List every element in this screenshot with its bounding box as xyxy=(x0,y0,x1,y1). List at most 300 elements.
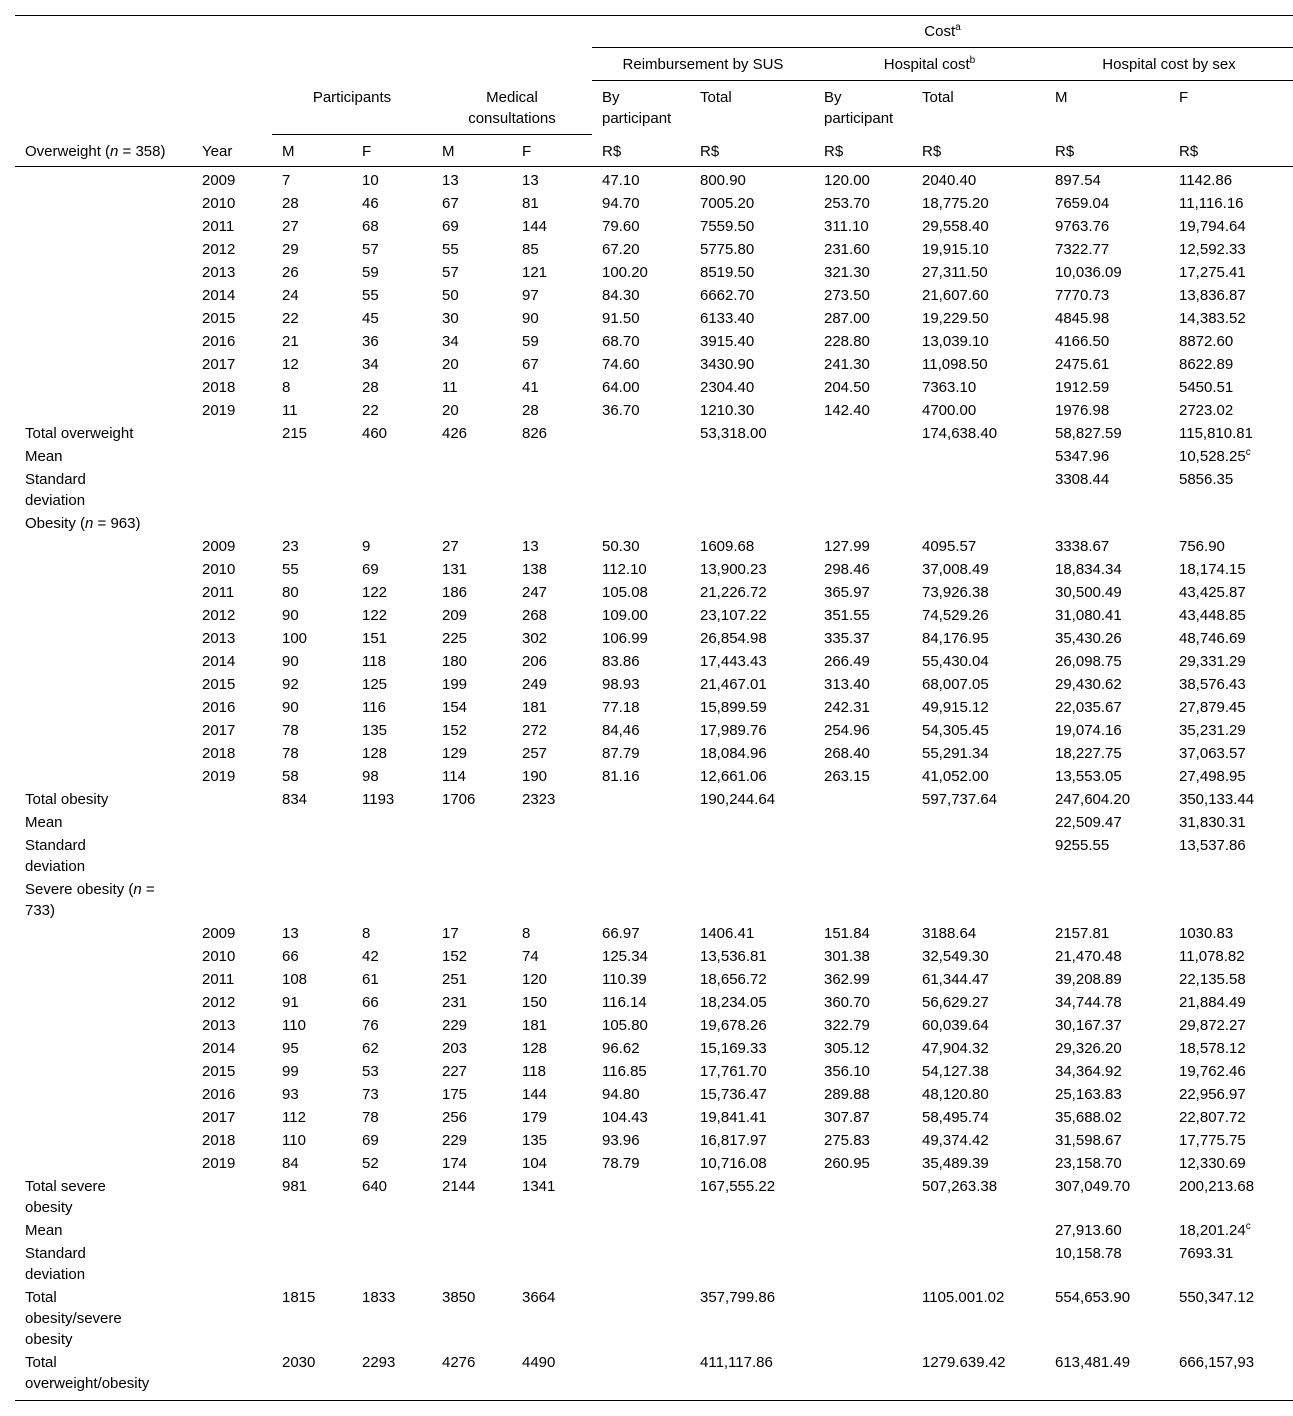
overweight-row-2013-cell: 121 xyxy=(522,264,548,281)
obesity-row-2013-cell: 106.99 xyxy=(602,630,648,647)
severe-row-2013-cell: 322.79 xyxy=(824,1017,870,1034)
currency-header-4: R$ xyxy=(922,143,942,160)
severe-row-2014-cell: 15,169.33 xyxy=(700,1040,767,1057)
total-obesity-cell: 597,737.64 xyxy=(922,791,998,808)
obesity-row-2009-cell: 127.99 xyxy=(824,538,870,555)
severe-row-2013-cell: 229 xyxy=(442,1017,468,1034)
severe-row-2013-cell: 181 xyxy=(522,1017,548,1034)
severe-row-2016-cell: 144 xyxy=(522,1086,548,1103)
obesity-row-2016-cell: 2016 xyxy=(202,699,236,716)
overweight-row-2016-cell: 228.80 xyxy=(824,333,870,350)
overweight-row-2016-cell: 36 xyxy=(362,333,379,350)
overweight-row-2011-cell: 144 xyxy=(522,218,548,235)
severe-row-2018-cell: 17,775.75 xyxy=(1179,1132,1246,1149)
obesity-row-2012-cell: 268 xyxy=(522,607,548,624)
overweight-row-2010-cell: 2010 xyxy=(202,195,236,212)
severe-row-2009-cell: 8 xyxy=(522,925,531,942)
obesity-row-2017-cell: 135 xyxy=(362,722,388,739)
severe-row-2010-cell: 66 xyxy=(282,948,299,965)
total-severe-cell: 2144 xyxy=(442,1178,476,1195)
overweight-row-2013-cell: 57 xyxy=(442,264,459,281)
overweight-row-2012-cell: 67.20 xyxy=(602,241,640,258)
overweight-row-2012-cell: 12,592.33 xyxy=(1179,241,1246,258)
overweight-row-2012-cell: 7322.77 xyxy=(1055,241,1110,258)
severe-row-2012-cell: 21,884.49 xyxy=(1179,994,1246,1011)
overweight-row-2019-cell: 2723.02 xyxy=(1179,402,1234,419)
overweight-row-2016-cell: 34 xyxy=(442,333,459,350)
total-overweight-obesity-cell: 613,481.49 xyxy=(1055,1354,1131,1371)
severe-row-2009-cell: 1030.83 xyxy=(1179,925,1234,942)
overweight-row-2011-cell: 2011 xyxy=(202,218,235,235)
overweight-sd-m: 3308.44 xyxy=(1055,471,1110,488)
obesity-row-2009-cell: 1609.68 xyxy=(700,538,755,555)
obesity-row-2012-cell: 2012 xyxy=(202,607,236,624)
overweight-row-2011-cell: 79.60 xyxy=(602,218,640,235)
total-overweight-obesity-cell: 2293 xyxy=(362,1354,396,1371)
severe-row-2019-cell: 35,489.39 xyxy=(922,1155,989,1172)
obesity-row-2014-cell: 29,331.29 xyxy=(1179,653,1246,670)
overweight-row-2014-cell: 84.30 xyxy=(602,287,640,304)
severe-group-label-1: Severe obesity (n = xyxy=(25,881,155,898)
overweight-row-2015-cell: 19,229.50 xyxy=(922,310,989,327)
obesity-row-2011-cell: 21,226.72 xyxy=(700,584,767,601)
obesity-row-2015-cell: 313.40 xyxy=(824,676,870,693)
obesity-row-2012-cell: 43,448.85 xyxy=(1179,607,1246,624)
obesity-row-2016-cell: 15,899.59 xyxy=(700,699,767,716)
overweight-row-2019-cell: 22 xyxy=(362,402,379,419)
participants-m-header: M xyxy=(282,143,295,160)
medical-consultations-header-2: consultations xyxy=(468,110,556,127)
severe-row-2015-cell: 116.85 xyxy=(602,1063,647,1080)
severe-row-2009-cell: 1406.41 xyxy=(700,925,755,942)
obesity-row-2019-cell: 98 xyxy=(362,768,379,785)
total-severe-cell: 981 xyxy=(282,1178,308,1195)
hosp-total-header: Total xyxy=(922,89,954,106)
severe-row-2016-cell: 289.88 xyxy=(824,1086,870,1103)
medical-consultations-header-1: Medical xyxy=(486,89,538,106)
total-obesity-severe-label-1: Total xyxy=(25,1289,57,1306)
overweight-row-2011-cell: 311.10 xyxy=(824,218,869,235)
severe-row-2012-cell: 116.14 xyxy=(602,994,647,1011)
overweight-row-2012-cell: 85 xyxy=(522,241,539,258)
severe-mean-label: Mean xyxy=(25,1222,63,1239)
obesity-row-2018-cell: 129 xyxy=(442,745,468,762)
currency-header-6: R$ xyxy=(1179,143,1199,160)
severe-row-2009-cell: 3188.64 xyxy=(922,925,977,942)
severe-row-2016-cell: 2016 xyxy=(202,1086,236,1103)
overweight-row-2019-cell: 11 xyxy=(282,402,298,419)
total-obesity-cell: 2323 xyxy=(522,791,556,808)
obesity-row-2017-cell: 152 xyxy=(442,722,468,739)
severe-sd-label-1: Standard xyxy=(25,1245,86,1262)
overweight-row-2014-cell: 2014 xyxy=(202,287,236,304)
obesity-row-2010-cell: 112.10 xyxy=(602,561,647,578)
severe-row-2019-cell: 260.95 xyxy=(824,1155,870,1172)
severe-row-2011-cell: 61 xyxy=(362,971,379,988)
total-obesity-cell: 834 xyxy=(282,791,308,808)
obesity-row-2019-cell: 81.16 xyxy=(602,768,640,785)
overweight-row-2015-cell: 2015 xyxy=(202,310,236,327)
overweight-row-2012-cell: 57 xyxy=(362,241,379,258)
sex-f-header: F xyxy=(1179,89,1189,106)
severe-row-2014-cell: 18,578.12 xyxy=(1179,1040,1246,1057)
overweight-row-2019-cell: 4700.00 xyxy=(922,402,977,419)
total-overweight-obesity-cell: 666,157,93 xyxy=(1179,1354,1255,1371)
obesity-row-2016-cell: 77.18 xyxy=(602,699,640,716)
overweight-row-2012-cell: 19,915.10 xyxy=(922,241,989,258)
overweight-row-2019-cell: 142.40 xyxy=(824,402,870,419)
severe-row-2015-cell: 356.10 xyxy=(824,1063,870,1080)
severe-row-2011-cell: 120 xyxy=(522,971,548,988)
overweight-row-2011-cell: 7559.50 xyxy=(700,218,755,235)
severe-row-2013-cell: 2013 xyxy=(202,1017,236,1034)
severe-row-2018-cell: 135 xyxy=(522,1132,548,1149)
overweight-row-2014-cell: 24 xyxy=(282,287,299,304)
overweight-row-2018-cell: 41 xyxy=(522,379,539,396)
severe-row-2009-cell: 66.97 xyxy=(602,925,640,942)
overweight-row-2019-cell: 36.70 xyxy=(602,402,640,419)
overweight-row-2018-cell: 64.00 xyxy=(602,379,640,396)
obesity-row-2013-cell: 48,746.69 xyxy=(1179,630,1246,647)
total-severe-label-1: Total severe xyxy=(25,1178,106,1195)
overweight-row-2015-cell: 4845.98 xyxy=(1055,310,1110,327)
severe-row-2017-cell: 19,841.41 xyxy=(700,1109,767,1126)
overweight-row-2016-cell: 68.70 xyxy=(602,333,640,350)
hospital-cost-by-sex-header: Hospital cost by sex xyxy=(1102,56,1236,73)
sex-m-header: M xyxy=(1055,89,1068,106)
obesity-row-2010-cell: 18,834.34 xyxy=(1055,561,1122,578)
total-overweight-obesity-cell: 4276 xyxy=(442,1354,476,1371)
severe-row-2011-cell: 22,135.58 xyxy=(1179,971,1246,988)
severe-row-2010-cell: 42 xyxy=(362,948,379,965)
obesity-row-2011-cell: 186 xyxy=(442,584,468,601)
obesity-row-2017-cell: 17,989.76 xyxy=(700,722,767,739)
obesity-row-2010-cell: 69 xyxy=(362,561,379,578)
overweight-row-2009-cell: 47.10 xyxy=(602,172,640,189)
total-overweight-cell: 53,318.00 xyxy=(700,425,767,442)
severe-row-2012-cell: 34,744.78 xyxy=(1055,994,1122,1011)
overweight-row-2011-cell: 19,794.64 xyxy=(1179,218,1246,235)
obesity-row-2019-cell: 41,052.00 xyxy=(922,768,989,785)
severe-row-2010-cell: 32,549.30 xyxy=(922,948,989,965)
obesity-row-2014-cell: 83.86 xyxy=(602,653,640,670)
severe-row-2011-cell: 110.39 xyxy=(602,971,647,988)
severe-row-2014-cell: 203 xyxy=(442,1040,468,1057)
overweight-row-2017-cell: 12 xyxy=(282,356,299,373)
obesity-row-2009-cell: 13 xyxy=(522,538,539,555)
obesity-row-2011-cell: 80 xyxy=(282,584,299,601)
obesity-row-2009-cell: 9 xyxy=(362,538,371,555)
severe-row-2011-cell: 39,208.89 xyxy=(1055,971,1122,988)
severe-mean-m: 27,913.60 xyxy=(1055,1222,1122,1239)
total-obesity-label: Total obesity xyxy=(25,791,109,808)
overweight-row-2010-cell: 46 xyxy=(362,195,379,212)
overweight-row-2019-cell: 2019 xyxy=(202,402,236,419)
severe-row-2010-cell: 2010 xyxy=(202,948,236,965)
obesity-row-2011-cell: 43,425.87 xyxy=(1179,584,1246,601)
obesity-row-2013-cell: 335.37 xyxy=(824,630,870,647)
total-severe-cell: 507,263.38 xyxy=(922,1178,998,1195)
severe-row-2018-cell: 93.96 xyxy=(602,1132,640,1149)
overweight-row-2018-cell: 8 xyxy=(282,379,291,396)
severe-row-2016-cell: 48,120.80 xyxy=(922,1086,989,1103)
obesity-row-2013-cell: 26,854.98 xyxy=(700,630,767,647)
overweight-row-2016-cell: 8872.60 xyxy=(1179,333,1234,350)
severe-row-2018-cell: 16,817.97 xyxy=(700,1132,767,1149)
obesity-row-2018-cell: 55,291.34 xyxy=(922,745,989,762)
overweight-row-2013-cell: 26 xyxy=(282,264,299,281)
overweight-row-2016-cell: 2016 xyxy=(202,333,236,350)
total-overweight-cell: 215 xyxy=(282,425,308,442)
obesity-mean-f: 31,830.31 xyxy=(1179,814,1246,831)
obesity-row-2016-cell: 116 xyxy=(362,699,386,716)
overweight-row-2013-cell: 2013 xyxy=(202,264,236,281)
overweight-row-2010-cell: 11,116.16 xyxy=(1179,195,1244,212)
severe-row-2012-cell: 66 xyxy=(362,994,379,1011)
severe-row-2010-cell: 21,470.48 xyxy=(1055,948,1122,965)
total-obesity-cell: 247,604.20 xyxy=(1055,791,1131,808)
severe-row-2017-cell: 22,807.72 xyxy=(1179,1109,1246,1126)
overweight-row-2017-cell: 3430.90 xyxy=(700,356,755,373)
obesity-row-2017-cell: 78 xyxy=(282,722,299,739)
total-obesity-severe-cell: 3664 xyxy=(522,1289,556,1306)
overweight-row-2017-cell: 2475.61 xyxy=(1055,356,1110,373)
severe-row-2010-cell: 13,536.81 xyxy=(700,948,767,965)
overweight-row-2016-cell: 59 xyxy=(522,333,539,350)
obesity-row-2014-cell: 180 xyxy=(442,653,468,670)
overweight-row-2009-cell: 13 xyxy=(522,172,539,189)
obesity-row-2009-cell: 27 xyxy=(442,538,459,555)
overweight-row-2012-cell: 231.60 xyxy=(824,241,870,258)
currency-header-5: R$ xyxy=(1055,143,1075,160)
overweight-group-header: Overweight (n = 358) xyxy=(25,143,166,160)
severe-group-label-2: 733) xyxy=(25,902,56,919)
severe-row-2018-cell: 49,374.42 xyxy=(922,1132,989,1149)
severe-sd-label-2: deviation xyxy=(25,1266,86,1283)
severe-row-2009-cell: 17 xyxy=(442,925,459,942)
obesity-row-2015-cell: 249 xyxy=(522,676,548,693)
overweight-mean-f: 10,528.25$^c$ xyxy=(1179,447,1251,465)
severe-row-2012-cell: 231 xyxy=(442,994,468,1011)
obesity-row-2016-cell: 181 xyxy=(522,699,548,716)
total-obesity-severe-cell: 357,799.86 xyxy=(700,1289,776,1306)
obesity-row-2013-cell: 225 xyxy=(442,630,468,647)
overweight-row-2012-cell: 55 xyxy=(442,241,459,258)
total-overweight-cell: 426 xyxy=(442,425,468,442)
obesity-row-2013-cell: 302 xyxy=(522,630,548,647)
overweight-row-2012-cell: 2012 xyxy=(202,241,236,258)
overweight-row-2010-cell: 18,775.20 xyxy=(922,195,989,212)
severe-row-2012-cell: 2012 xyxy=(202,994,236,1011)
obesity-row-2012-cell: 74,529.26 xyxy=(922,607,989,624)
severe-row-2014-cell: 95 xyxy=(282,1040,299,1057)
obesity-row-2009-cell: 4095.57 xyxy=(922,538,977,555)
severe-row-2014-cell: 47,904.32 xyxy=(922,1040,989,1057)
severe-row-2009-cell: 8 xyxy=(362,925,371,942)
total-severe-label-2: obesity xyxy=(25,1199,73,1216)
obesity-row-2017-cell: 254.96 xyxy=(824,722,870,739)
obesity-row-2010-cell: 13,900.23 xyxy=(700,561,767,578)
obesity-row-2009-cell: 3338.67 xyxy=(1055,538,1110,555)
overweight-row-2010-cell: 94.70 xyxy=(602,195,640,212)
severe-row-2019-cell: 84 xyxy=(282,1155,299,1172)
obesity-row-2010-cell: 18,174.15 xyxy=(1179,561,1246,578)
overweight-row-2013-cell: 321.30 xyxy=(824,264,870,281)
severe-row-2013-cell: 19,678.26 xyxy=(700,1017,767,1034)
obesity-row-2012-cell: 23,107.22 xyxy=(700,607,767,624)
obesity-row-2010-cell: 2010 xyxy=(202,561,236,578)
overweight-sd-label-1: Standard xyxy=(25,471,86,488)
cost-header: Cost$^a$ xyxy=(924,22,961,40)
overweight-row-2010-cell: 7005.20 xyxy=(700,195,755,212)
overweight-row-2018-cell: 2018 xyxy=(202,379,236,396)
obesity-row-2011-cell: 73,926.38 xyxy=(922,584,989,601)
overweight-row-2013-cell: 59 xyxy=(362,264,379,281)
obesity-row-2015-cell: 29,430.62 xyxy=(1055,676,1122,693)
obesity-row-2012-cell: 351.55 xyxy=(824,607,870,624)
overweight-row-2015-cell: 30 xyxy=(442,310,459,327)
hospital-cost-header: Hospital cost$^b$ xyxy=(883,55,976,73)
obesity-row-2015-cell: 21,467.01 xyxy=(700,676,767,693)
severe-sd-m: 10,158.78 xyxy=(1055,1245,1122,1262)
obesity-row-2009-cell: 2009 xyxy=(202,538,236,555)
obesity-row-2015-cell: 98.93 xyxy=(602,676,640,693)
bottom-rule xyxy=(15,1400,1293,1401)
obesity-row-2016-cell: 90 xyxy=(282,699,299,716)
obesity-row-2010-cell: 55 xyxy=(282,561,299,578)
obesity-row-2014-cell: 206 xyxy=(522,653,548,670)
severe-row-2016-cell: 93 xyxy=(282,1086,299,1103)
overweight-row-2015-cell: 287.00 xyxy=(824,310,870,327)
severe-row-2016-cell: 94.80 xyxy=(602,1086,640,1103)
total-overweight-cell: 826 xyxy=(522,425,548,442)
overweight-row-2015-cell: 45 xyxy=(362,310,379,327)
total-obesity-severe-cell: 3850 xyxy=(442,1289,476,1306)
overweight-row-2009-cell: 2040.40 xyxy=(922,172,977,189)
overweight-row-2017-cell: 2017 xyxy=(202,356,236,373)
obesity-sd-f: 13,537.86 xyxy=(1179,837,1246,854)
participants-header: Participants xyxy=(312,89,392,106)
obesity-row-2009-cell: 756.90 xyxy=(1179,538,1225,555)
overweight-row-2013-cell: 17,275.41 xyxy=(1179,264,1246,281)
overweight-row-2011-cell: 68 xyxy=(362,218,379,235)
overweight-row-2014-cell: 7770.73 xyxy=(1055,287,1110,304)
total-obesity-severe-label-2: obesity/severe xyxy=(25,1310,122,1327)
severe-row-2009-cell: 2009 xyxy=(202,925,236,942)
by-participant-header-1: By xyxy=(602,89,620,106)
obesity-row-2011-cell: 2011 xyxy=(202,584,235,601)
total-obesity-severe-cell: 550,347.12 xyxy=(1179,1289,1255,1306)
overweight-row-2019-cell: 28 xyxy=(522,402,539,419)
total-severe-cell: 640 xyxy=(362,1178,388,1195)
severe-row-2013-cell: 29,872.27 xyxy=(1179,1017,1246,1034)
hosp-by-participant-header-2: participant xyxy=(824,110,894,127)
overweight-row-2009-cell: 1142.86 xyxy=(1179,172,1233,189)
overweight-row-2014-cell: 50 xyxy=(442,287,459,304)
severe-row-2011-cell: 61,344.47 xyxy=(922,971,989,988)
total-overweight-cell: 115,810.81 xyxy=(1179,425,1253,442)
obesity-row-2018-cell: 18,084.96 xyxy=(700,745,767,762)
overweight-mean-label: Mean xyxy=(25,448,63,465)
overweight-row-2009-cell: 7 xyxy=(282,172,291,189)
severe-row-2016-cell: 25,163.83 xyxy=(1055,1086,1122,1103)
total-obesity-severe-label-3: obesity xyxy=(25,1331,73,1348)
obesity-row-2015-cell: 38,576.43 xyxy=(1179,676,1246,693)
total-severe-cell: 1341 xyxy=(522,1178,556,1195)
severe-row-2018-cell: 110 xyxy=(282,1132,306,1149)
overweight-row-2015-cell: 91.50 xyxy=(602,310,640,327)
obesity-mean-label: Mean xyxy=(25,814,63,831)
overweight-row-2010-cell: 28 xyxy=(282,195,299,212)
overweight-row-2013-cell: 100.20 xyxy=(602,264,648,281)
severe-row-2010-cell: 125.34 xyxy=(602,948,648,965)
obesity-row-2019-cell: 114 xyxy=(442,768,466,785)
severe-row-2019-cell: 174 xyxy=(442,1155,468,1172)
obesity-row-2012-cell: 31,080.41 xyxy=(1055,607,1122,624)
severe-row-2012-cell: 56,629.27 xyxy=(922,994,989,1011)
severe-sd-f: 7693.31 xyxy=(1179,1245,1234,1262)
obesity-row-2019-cell: 13,553.05 xyxy=(1055,768,1122,785)
severe-row-2015-cell: 53 xyxy=(362,1063,379,1080)
obesity-sd-label-1: Standard xyxy=(25,837,86,854)
severe-row-2014-cell: 62 xyxy=(362,1040,379,1057)
overweight-sd-f: 5856.35 xyxy=(1179,471,1234,488)
obesity-row-2019-cell: 2019 xyxy=(202,768,236,785)
obesity-row-2015-cell: 92 xyxy=(282,676,299,693)
hosp-by-participant-header-1: By xyxy=(824,89,842,106)
by-participant-header-2: participant xyxy=(602,110,672,127)
obesity-row-2009-cell: 50.30 xyxy=(602,538,640,555)
overweight-row-2011-cell: 29,558.40 xyxy=(922,218,989,235)
overweight-row-2009-cell: 10 xyxy=(362,172,379,189)
severe-row-2016-cell: 22,956.97 xyxy=(1179,1086,1246,1103)
currency-header-3: R$ xyxy=(824,143,844,160)
overweight-row-2015-cell: 6133.40 xyxy=(700,310,755,327)
overweight-row-2015-cell: 14,383.52 xyxy=(1179,310,1246,327)
severe-row-2018-cell: 2018 xyxy=(202,1132,236,1149)
obesity-row-2018-cell: 128 xyxy=(362,745,388,762)
severe-row-2019-cell: 10,716.08 xyxy=(700,1155,767,1172)
obesity-row-2019-cell: 58 xyxy=(282,768,299,785)
total-obesity-cell: 1193 xyxy=(362,791,395,808)
overweight-row-2017-cell: 11,098.50 xyxy=(922,356,988,373)
overweight-row-2014-cell: 21,607.60 xyxy=(922,287,989,304)
obesity-row-2015-cell: 199 xyxy=(442,676,468,693)
severe-row-2010-cell: 74 xyxy=(522,948,539,965)
overweight-row-2012-cell: 5775.80 xyxy=(700,241,755,258)
total-overweight-obesity-cell: 4490 xyxy=(522,1354,556,1371)
overweight-row-2018-cell: 7363.10 xyxy=(922,379,977,396)
overweight-row-2018-cell: 204.50 xyxy=(824,379,870,396)
total-obesity-cell: 350,133.44 xyxy=(1179,791,1255,808)
severe-row-2017-cell: 78 xyxy=(362,1109,379,1126)
total-obesity-severe-cell: 1833 xyxy=(362,1289,396,1306)
obesity-row-2011-cell: 122 xyxy=(362,584,388,601)
total-overweight-cell: 174,638.40 xyxy=(922,425,998,442)
obesity-row-2019-cell: 263.15 xyxy=(824,768,870,785)
severe-row-2013-cell: 110 xyxy=(282,1017,306,1034)
severe-row-2017-cell: 307.87 xyxy=(824,1109,870,1126)
header-bottom-rule xyxy=(15,166,1293,167)
overweight-row-2009-cell: 13 xyxy=(442,172,459,189)
total-overweight-obesity-cell: 411,117.86 xyxy=(700,1354,773,1371)
obesity-row-2014-cell: 17,443.43 xyxy=(700,653,767,670)
obesity-row-2018-cell: 18,227.75 xyxy=(1055,745,1122,762)
obesity-mean-m: 22,509.47 xyxy=(1055,814,1122,831)
severe-row-2019-cell: 52 xyxy=(362,1155,379,1172)
obesity-row-2018-cell: 268.40 xyxy=(824,745,870,762)
obesity-row-2018-cell: 2018 xyxy=(202,745,236,762)
